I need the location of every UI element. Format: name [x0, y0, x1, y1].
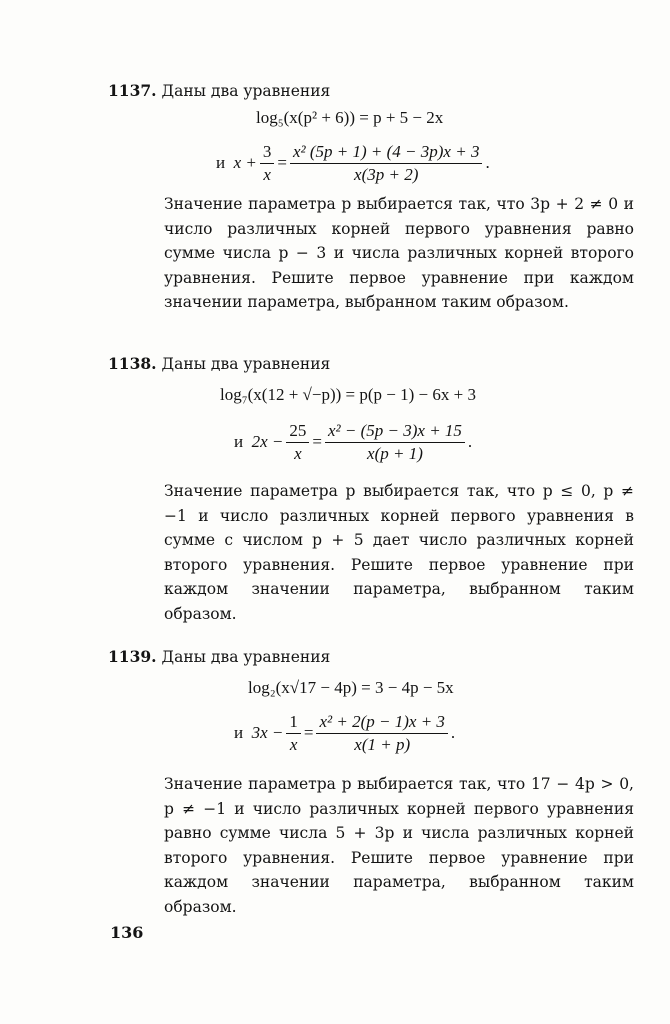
problem-heading-text: Даны два уравнения: [161, 82, 331, 100]
equation-2: и 3x − $\frac{1}{x}$ = $\frac{\text{x² + 2(p − 1)x + 3}}{x(1 + p)}$ .: [234, 711, 456, 754]
problem-text: [164, 772, 634, 919]
fraction-numerator: 3: [260, 142, 275, 164]
problem-number: 1139.: [108, 647, 157, 666]
problem-1139: [108, 646, 638, 919]
equation-1-text: log₅(x(p² + 6)) = p + 5 − 2x: [256, 108, 444, 127]
equation-2-lhs-fraction: [286, 712, 301, 755]
equation-1-text: log₇(x(12 + √−p)) = p(p − 1) − 6x + 3: [220, 385, 476, 404]
equation-1-text: log₂(x√17 − 4p) = 3 − 4p − 5x: [248, 678, 454, 697]
problem-heading: [108, 646, 638, 668]
fraction-numerator: 25: [286, 421, 309, 443]
equation-2-lhs: 3x −: [251, 723, 284, 742]
equation-1: [108, 668, 638, 710]
page-number: 136: [110, 923, 144, 942]
equation-2-prefix: и: [216, 153, 226, 172]
fraction-denominator: x: [294, 443, 302, 463]
equation-2-prefix: и: [234, 723, 244, 742]
equation-2-lhs: 2x −: [251, 432, 284, 451]
equation-2-lhs-fraction: [260, 142, 275, 185]
fraction-denominator: x(p + 1): [367, 443, 423, 463]
equation-2: и x + $\frac{3}{x}$ = $\frac{\text{x² (5p + 1) + (4 − 3p)x + 3}}{x(3p + 2)}$ .: [216, 141, 490, 184]
fraction-numerator: 1: [286, 712, 301, 734]
problem-text-paragraph: Значение параметра p выбирается так, что p ≤ 0, p ≠ −1 и число различных корней первого уравнения в сумме с числом p + 5 дает число различных корней второго уравнения. Решите первое уравнение при каждом значении параметра, выбранном таким образом.: [164, 482, 634, 623]
problem-text: [164, 192, 634, 315]
fraction-numerator: x² − (5p − 3)x + 15: [325, 421, 465, 443]
problem-text-paragraph: Значение параметра p выбирается так, что 3p + 2 ≠ 0 и число различных корней первого уравнения равно сумме числа p − 3 и числа различных корней второго уравнения. Решите первое уравнение при каждом значении параметра, выбранном таким образом.: [164, 195, 634, 311]
fraction-denominator: x(3p + 2): [354, 164, 419, 184]
problem-heading-text: Даны два уравнения: [161, 355, 331, 373]
problem-number: 1138.: [108, 354, 157, 373]
problem-1137: [108, 80, 638, 315]
equation-2-prefix: и: [234, 432, 244, 451]
fraction-denominator: x(1 + p): [354, 734, 411, 754]
problem-text-paragraph: Значение параметра p выбирается так, что 17 − 4p > 0, p ≠ −1 и число различных корней первого уравнения равно сумме числа 5 + 3p и числа различных корней второго уравнения. Решите первое уравнение при каждом значении параметра, выбранном таким образом.: [164, 775, 634, 916]
problem-heading-text: Даны два уравнения: [161, 648, 331, 666]
equation-2-rhs-fraction: [325, 421, 465, 464]
problem-number: 1137.: [108, 81, 157, 100]
equation-2-lhs: x +: [233, 153, 257, 172]
equation-1: [108, 102, 638, 140]
equation-2-rhs-fraction: [316, 712, 447, 755]
problem-heading: [108, 353, 638, 375]
equation-2: и 2x − $\frac{25}{x}$ = $\frac{\text{x² − (5p − 3)x + 15}}{x(p + 1)}$ .: [234, 420, 473, 463]
problem-text: [164, 479, 634, 626]
problem-1138: [108, 353, 638, 626]
fraction-denominator: x: [289, 734, 298, 754]
equation-2-rhs-fraction: [290, 142, 482, 185]
fraction-numerator: x² + 2(p − 1)x + 3: [316, 712, 447, 734]
equation-1: [108, 375, 638, 419]
fraction-denominator: x: [263, 164, 271, 184]
fraction-numerator: x² (5p + 1) + (4 − 3p)x + 3: [290, 142, 482, 164]
problem-heading: [108, 80, 638, 102]
equation-2-lhs-fraction: [286, 421, 309, 464]
